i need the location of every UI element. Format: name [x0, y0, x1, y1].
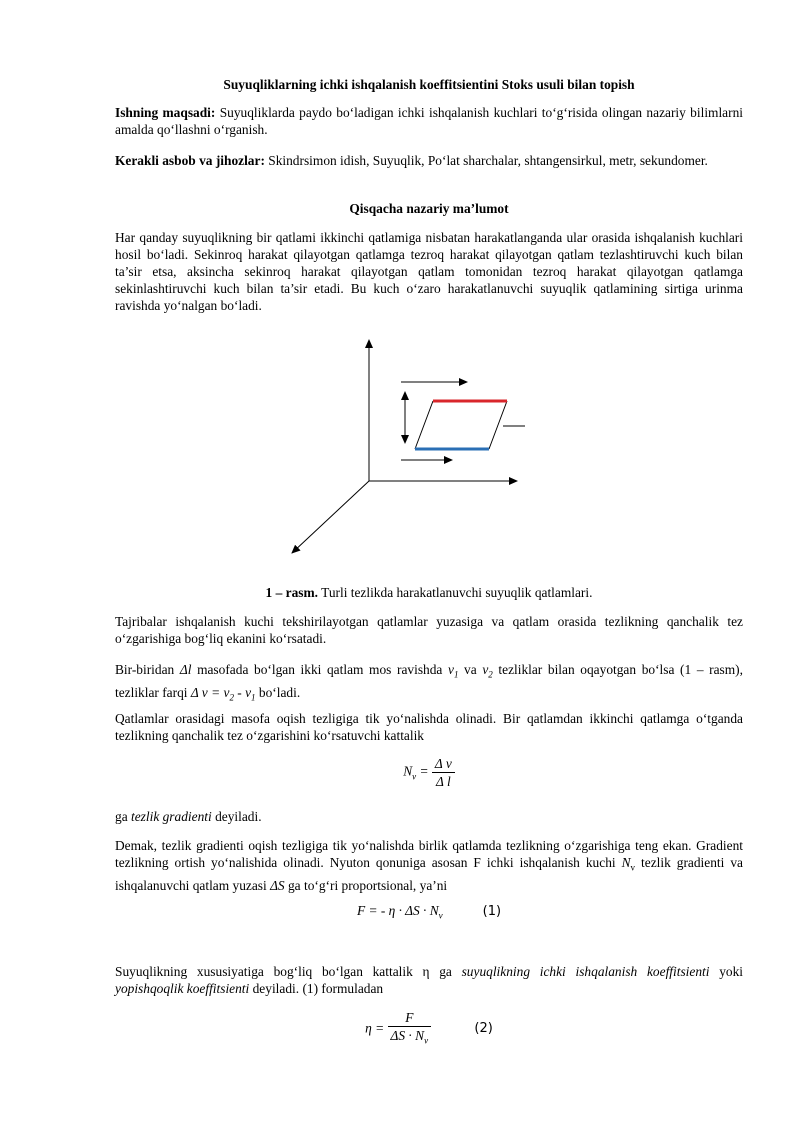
p6-text-3: ga to‘g‘ri proportsional, ya’ni	[284, 877, 448, 893]
p3-text-4: tezliklar bilan oqayotgan bo‘lsa (1 – rasm), tezliklar farqi	[115, 662, 743, 700]
gradient-equals: =	[416, 763, 429, 779]
equipment-paragraph	[115, 152, 743, 169]
theory-paragraph-2: Tajribalar ishqalanish kuchi tekshirilayotgan qatlamlar yuzasiga va qatlam orasida tezlikning qanchalik tez o‘zgarishiga bog‘liq ekanini ko‘rsatadi.	[115, 614, 743, 646]
goal-label: Ishning maqsadi:	[115, 105, 216, 120]
nv-symbol: N	[621, 855, 631, 870]
figure-caption-text: Turli tezlikda harakatlanuvchi suyuqlik qatlamlari.	[318, 585, 593, 600]
gradient-lhs-sub: v	[412, 771, 417, 782]
gradient-numerator: Δ v	[432, 755, 455, 773]
p6-text-2: tezlik gradienti va ishqalanuvchi qatlam yuzasi	[115, 855, 743, 893]
equation-1	[115, 902, 743, 925]
figure-caption-label: 1 – rasm.	[265, 585, 318, 600]
v1-symbol: v	[447, 662, 454, 677]
formula-sub-2: 2	[229, 692, 234, 703]
goal-text: Suyuqliklarda paydo bo‘ladigan ichki ishqalanish kuchlari to‘g‘risida olingan nazariy bilimlarni amalda qo‘llashni o‘rganish.	[115, 105, 743, 137]
theory-paragraph-7	[115, 963, 743, 997]
p3-text-5: bo‘ladi.	[255, 684, 301, 700]
equation-2-denominator-sub: v	[424, 1035, 429, 1046]
equipment-label: Kerakli asbob va jihozlar:	[115, 153, 265, 168]
goal-paragraph	[115, 104, 743, 138]
theory-paragraph-4: Qatlamlar orasidagi masofa oqish tezligiga tik yo‘nalishda olinadi. Bir qatlamdan ikkinchi qatlamga o‘tganda tezlikning qanchalik tez o‘zgarishini ko‘rsatuvchi kattalik	[115, 711, 743, 743]
p3-text-3: va	[458, 662, 483, 677]
p7-text-2: yoki	[709, 964, 744, 979]
gradient-equation	[115, 755, 743, 790]
p7-text-1: Suyuqlikning xususiyatiga bog‘liq bo‘lgan kattalik η ga	[115, 964, 462, 979]
v2-subscript: 2	[488, 669, 493, 680]
equipment-text: Skindrsimon idish, Suyuqlik, Po‘lat sharchalar, shtangensirkul, metr, sekundomer.	[264, 153, 708, 168]
equation-2-number: (2)	[474, 1021, 493, 1037]
p7-text-3: deyiladi. (1) formuladan	[249, 981, 384, 996]
equation-2	[115, 1009, 743, 1050]
gradient-lhs: N	[403, 763, 413, 779]
equation-2-denominator-text: ΔS · N	[390, 1028, 425, 1043]
equation-2-denominator	[388, 1027, 432, 1050]
equation-1-expression: F = - η · ΔS · N	[356, 903, 439, 918]
layers-figure	[285, 334, 525, 559]
p3-text-1: Bir-biridan	[115, 662, 180, 677]
equation-1-number: (1)	[482, 904, 502, 919]
v1-subscript: 1	[453, 669, 459, 680]
theory-paragraph-3	[115, 661, 743, 706]
p5-text-2: deyiladi.	[211, 809, 262, 824]
velocity-difference-formula: Δ v = v	[190, 684, 230, 700]
p5-text-1: ga	[115, 809, 131, 824]
theory-paragraph-6	[115, 837, 743, 894]
velocity-gradient-term: tezlik gradienti	[131, 809, 212, 824]
document-title: Suyuqliklarning ichki ishqalanish koeffitsientini Stoks usuli bilan topish	[223, 77, 635, 92]
formula-sub-1: 1	[251, 692, 256, 703]
formula-mid: - v	[233, 684, 252, 700]
delta-s-symbol: ΔS	[270, 877, 285, 893]
p6-text-1: Demak, tezlik gradienti oqish tezligiga tik yo‘nalishda birlik qatlamda tezlikning o‘zgarishiga teng ekan. Gradient tezlikning ortish yo‘nalishida olinadi. Nyuton qonuniga asosan F ichki ishqalanish kuchi	[115, 838, 743, 870]
v2-symbol: v	[482, 662, 489, 677]
theory-paragraph-5	[115, 808, 743, 825]
equation-2-fraction	[388, 1009, 432, 1050]
p3-text-2: masofada bo‘lgan ikki qatlam mos ravishda	[191, 662, 448, 677]
nv-subscript: v	[630, 862, 636, 873]
layer-right-edge	[489, 401, 507, 449]
viscosity-term-1: suyuqlikning ichki ishqalanish koeffitsienti	[461, 964, 710, 979]
gradient-denominator: Δ l	[435, 774, 451, 789]
equation-1-subscript: v	[438, 910, 443, 921]
diagonal-axis-arrow	[292, 481, 369, 553]
figure-caption	[115, 584, 743, 601]
equation-2-numerator: F	[388, 1009, 432, 1027]
layer-left-edge	[415, 401, 433, 449]
gradient-fraction	[432, 755, 455, 790]
theory-paragraph-1: Har qanday suyuqlikning bir qatlami ikkinchi qatlamiga nisbatan harakatlanganda ular orasida ishqalanish kuchlari hosil bo‘ladi. Sekinroq harakat qilayotgan qatlamga tezroq harakat qilayotgan qatlam tezlashtiruvchi kuch bilan ta’sir etsa, aksincha sekinroq harakat qilayotgan qatlam tomonidan tezroq harakat qilayotgan qatlamga sekinlashtiruvchi kuch bilan ta’sir etadi. Bu kuch o‘zaro harakatlanuvchi suyuqlik qatlamining sirtiga urinma ravishda yo‘nalgan bo‘ladi.	[115, 230, 743, 313]
equation-2-lhs: η =	[365, 1020, 385, 1036]
theory-heading: Qisqacha nazariy ma’lumot	[349, 201, 509, 216]
viscosity-term-2: yopishqoqlik koeffitsienti	[115, 981, 250, 996]
delta-l-symbol: Δl	[179, 662, 192, 677]
